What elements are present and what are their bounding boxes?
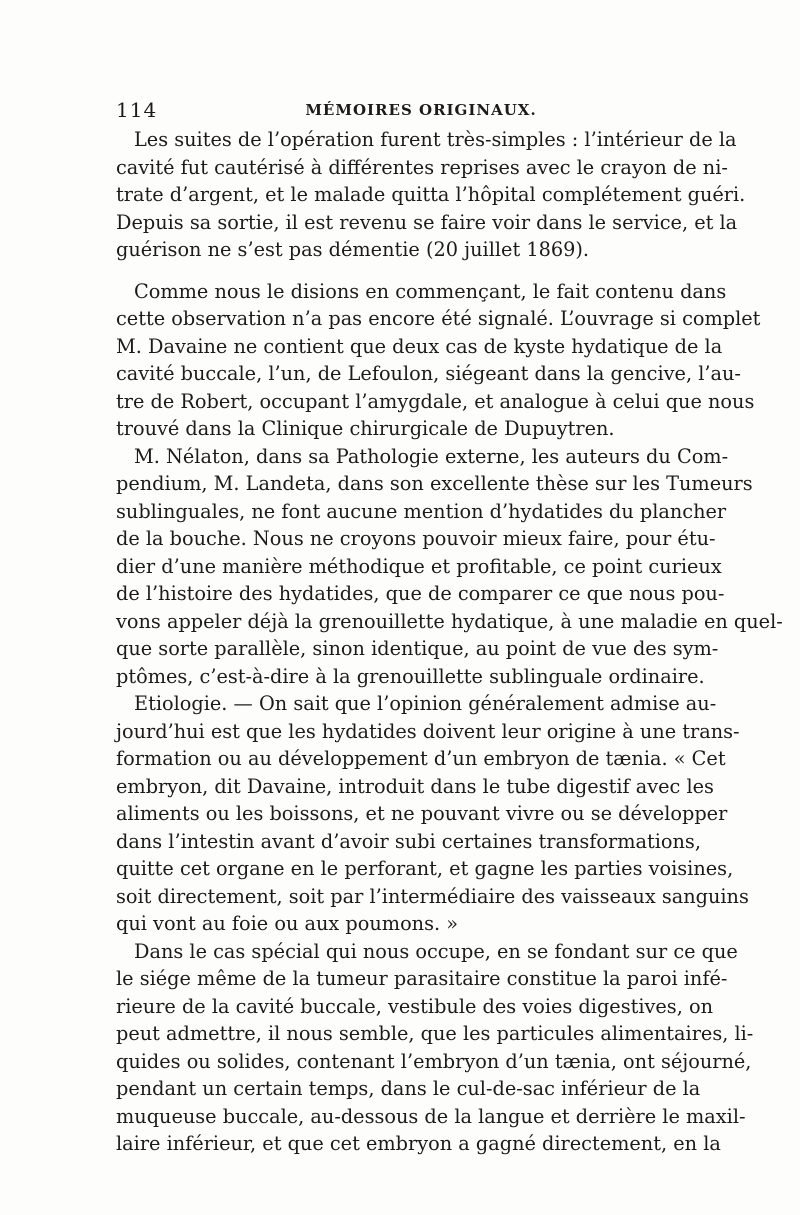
text-line: Depuis sa sortie, il est revenu se faire voir dans le service, et la: [116, 210, 738, 234]
paragraph-operation-results: [116, 126, 746, 264]
paragraph-etiologie: [116, 690, 749, 938]
text-line: cavité buccale, l’un, de Lefoulon, siégeant dans la gencive, l’au-: [116, 362, 741, 385]
text-line: muqueuse buccale, au-dessous de la langue et derrière le maxil-: [116, 1104, 746, 1128]
text-line: soit directement, soit par l’intermédiaire des vaisseaux sanguins: [116, 884, 749, 908]
text-line: Comme nous le disions en commençant, le fait contenu dans: [134, 279, 727, 303]
running-head: MÉMOIRES ORIGINAUX.: [305, 101, 537, 119]
paragraph-gap: [116, 264, 684, 278]
text-line: ptômes, c’est-à-dire à la grenouillette sublinguale ordinaire.: [116, 664, 705, 688]
text-line: dans l’intestin avant d’avoir subi certaines transformations,: [116, 829, 701, 853]
text-line: pendant un certain temps, dans le cul-de-sac inférieur de la: [116, 1077, 701, 1100]
text-line: qui vont au foie ou aux poumons. »: [116, 912, 459, 935]
text-line: sublinguales, ne font aucune mention d’hydatides du plancher: [116, 499, 727, 523]
text-line: tre de Robert, occupant l’amygdale, et analogue à celui que nous: [116, 389, 755, 413]
text-line: aliments ou les boissons, et ne pouvant vivre ou se développer: [116, 802, 728, 825]
text-line: jourd’hui est que les hydatides doivent leur origine à une trans-: [116, 719, 740, 743]
text-line: rieure de la cavité buccale, vestibule des voies digestives, on: [116, 994, 713, 1018]
text-line: quides ou solides, contenant l’embryon d’un tænia, ont séjourné,: [116, 1049, 752, 1073]
text-line: Les suites de l’opération furent très-simples : l’intérieur de la: [134, 128, 737, 151]
paragraph-special-case: [116, 938, 754, 1158]
text-line: formation ou au développement d’un embryon de tænia. « Cet: [116, 747, 726, 770]
text-line: Dans le cas spécial qui nous occupe, en se fondant sur ce que: [134, 939, 738, 963]
text-line: M. Davaine ne contient que deux cas de kyste hydatique de la: [116, 334, 723, 358]
text-line: peut admettre, il nous semble, que les particules alimentaires, li-: [116, 1022, 754, 1045]
text-line: quitte cet organe en le perforant, et gagne les parties voisines,: [116, 857, 734, 880]
paragraph-not-yet-reported: [116, 278, 761, 443]
text-line: embryon, dit Davaine, introduit dans le tube digestif avec les: [116, 774, 714, 798]
text-line: guérison ne s’est pas démentie (20 juillet 1869).: [116, 238, 590, 261]
text-line: trate d’argent, et le malade quitta l’hôpital complétement guéri.: [116, 183, 746, 206]
text-line: M. Nélaton, dans sa Pathologie externe, les auteurs du Com-: [134, 444, 729, 468]
paragraph-nelaton: [116, 443, 783, 691]
text-line: vons appeler déjà la grenouillette hydatique, à une maladie en quel-: [116, 609, 783, 633]
text-line: laire inférieur, et que cet embryon a gagné directement, en la: [116, 1132, 721, 1155]
page-number: 114: [116, 98, 158, 122]
text-line: pendium, M. Landeta, dans son excellente thèse sur les Tumeurs: [116, 472, 753, 495]
text-line: trouvé dans la Clinique chirurgicale de Dupuytren.: [116, 417, 615, 440]
text-line: de la bouche. Nous ne croyons pouvoir mieux faire, pour étu-: [116, 527, 716, 550]
text-line: cette observation n’a pas encore été signalé. L’ouvrage si complet: [116, 307, 761, 330]
text-line: que sorte parallèle, sinon identique, au point de vue des sym-: [116, 637, 719, 660]
text-line: le siége même de la tumeur parasitaire constitue la paroi infé-: [116, 967, 728, 990]
text-line: Etiologie. — On sait que l’opinion généralement admise au-: [134, 692, 717, 715]
body-text: [116, 126, 783, 1158]
page-header: [116, 98, 686, 124]
text-line: de l’histoire des hydatides, que de comparer ce que nous pou-: [116, 582, 725, 605]
text-line: cavité fut cautérisé à différentes reprises avec le crayon de ni-: [116, 155, 728, 179]
text-line: dier d’une manière méthodique et profitable, ce point curieux: [116, 554, 722, 578]
